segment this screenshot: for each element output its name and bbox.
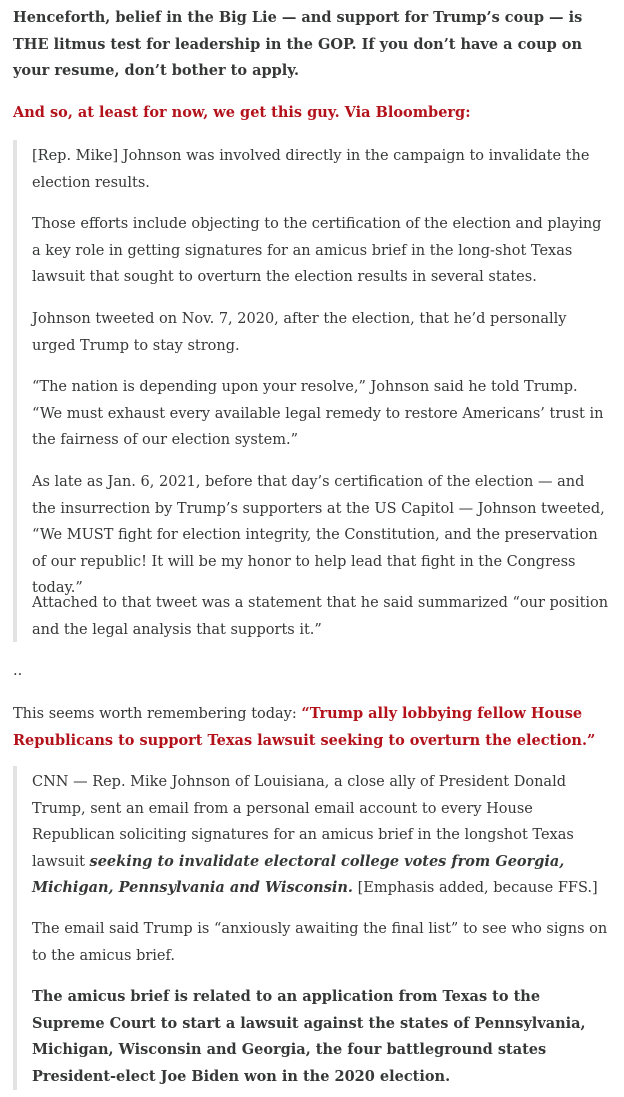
quote2-paragraph-1 <box>32 769 612 902</box>
intro-paragraph: Henceforth, belief in the Big Lie — and support for Trump’s coup — is THE litmus test for leadership in the GOP. If you don’t have a coup on your resume, don’t bother to apply. <box>13 9 583 79</box>
quote1-paragraph-3: Johnson tweeted on Nov. 7, 2020, after the election, that he’d personally urged Trump to stay strong. <box>32 311 567 354</box>
blockquote-bar-bloomberg <box>13 140 17 642</box>
quote1-paragraph-1: [Rep. Mike] Johnson was involved directly in the campaign to invalidate the election results. <box>32 148 590 191</box>
quote2-paragraph-3: The amicus brief is related to an application from Texas to the Supreme Court to start a lawsuit against the states of Pennsylvania, Michigan, Wisconsin and Georgia, the four battleground states President-elect Joe Biden won in the 2020 election. <box>32 988 586 1085</box>
quote2-text: CNN — Rep. Mike Johnson of Louisiana, a close ally of President Donald Trump, sent an email from a personal email account to every House Republican soliciting signatures for an amicus brief in the longshot Texas lawsuit <box>32 774 574 870</box>
quote1-paragraph-6: Attached to that tweet was a statement that he said summarized “our position and the legal analysis that supports it.” <box>32 595 609 638</box>
remember-prefix: This seems worth remembering today: <box>13 706 302 722</box>
quote1-paragraph-2: Those efforts include objecting to the certification of the election and playing a key role in getting signatures for an amicus brief in the long-shot Texas lawsuit that sought to overturn the election results in several states. <box>32 216 602 285</box>
quote2-note: [Emphasis added, because FFS.] <box>352 880 598 896</box>
quote1-paragraph-4: “The nation is depending upon your resolve,” Johnson said he told Trump. “We must exhaust every available legal remedy to restore Americans’ trust in the fairness of our election system.” <box>32 379 604 448</box>
remember-paragraph <box>13 701 613 754</box>
quote2-emphasis: seeking to invalidate electoral college votes from Georgia, Michigan, Pennsylvania and Wisconsin. <box>32 852 565 896</box>
lead-in-paragraph: And so, at least for now, we get this guy. Via Bloomberg: <box>13 104 471 121</box>
quote2-paragraph-2: The email said Trump is “anxiously awaiting the final list” to see who signs on to the amicus brief. <box>32 921 608 964</box>
separator: .. <box>13 663 23 679</box>
blockquote-bar-cnn <box>13 766 17 1090</box>
cnn-article-link[interactable]: “Trump ally lobbying fellow House Republicans to support Texas lawsuit seeking to overturn the election.” <box>13 705 596 749</box>
quote1-paragraph-5: As late as Jan. 6, 2021, before that day’s certification of the election — and the insurrection by Trump’s supporters at the US Capitol — Johnson tweeted, “We MUST fight for election integrity, the Constitution, and the preservation of our republic! It will be my honor to help lead that fight in the Congress today.” <box>32 474 605 596</box>
